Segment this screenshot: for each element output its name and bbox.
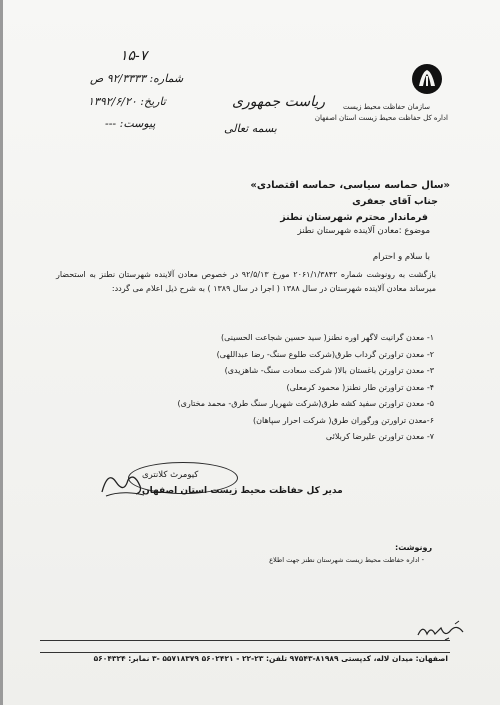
letter-date: تاریخ: ۱۳۹۲/۶/۲۰ bbox=[88, 95, 166, 108]
letter-subject: موضوع :معادن آلاینده شهرستان نطنز bbox=[297, 226, 430, 236]
cc-label: رونوشت: bbox=[395, 543, 433, 552]
handwritten-signature-icon bbox=[98, 462, 148, 502]
list-item: ۵- معدن تراورتن سفید کشه طرق(شرکت شهریار سنگ طرق- محمد مختاری) bbox=[177, 399, 434, 408]
greeting: با سلام و احترام bbox=[372, 252, 430, 262]
handwritten-note-icon bbox=[415, 620, 470, 642]
footer-address: اصفهان: میدان لاله، کدپستی ۸۱۹۸۹-۹۷۵۴۳ تلفن: ۲۳-۲۲ - ۵۶۰۲۴۲۱ ۵۵۷۱۸۳۷۹ -۳ نمابر: ۵۶۰۴۳۲۴ bbox=[93, 654, 448, 663]
list-item: ۶-معدن تراورتن ورگوران طرق( شرکت احرار سپاهان) bbox=[253, 415, 434, 425]
list-item: ۷- معدن تراورتن علیرضا کربلائی bbox=[325, 432, 434, 441]
cc-recipient: - اداره حفاظت محیط زیست شهرستان نطنز جهت اطلاع bbox=[269, 556, 424, 564]
body-paragraph: بازگشت به رونوشت شماره ۲۰۶۱/۱/۳۸۴۲ مورخ ۹۲/۵/۱۳ در خصوص معادن آلاینده شهرستان نطنز به استحضار میرساند معادن آلاینده شهرستان در سال ۱۳۸۸ ( اجرا در سال ۱۳۸۹ ) به شرح ذیل اعلام می گردد: bbox=[56, 270, 437, 293]
list-item: ۱- معدن گرانیت لاگهر اوره نطنز( سید حسین شجاعت الحسینی) bbox=[221, 333, 434, 342]
bismillah: بسمه تعالی bbox=[224, 122, 277, 135]
letter-number: شماره: ۹۲/۳۳۳۳ ص bbox=[90, 72, 184, 85]
recipient-title: فرماندار محترم شهرستان نطنز bbox=[280, 212, 428, 223]
mines-list bbox=[177, 330, 434, 446]
list-item: ۳- معدن تراورتن باغستان بالا( شرکت سعادت سنگ- شاهزیدی) bbox=[224, 366, 434, 375]
footer-divider-bottom bbox=[40, 652, 450, 653]
signatory-name: کیومرث کلانتری bbox=[142, 470, 199, 480]
signatory-title: مدیر کل حفاظت محیط زیست استان اصفهان bbox=[142, 486, 343, 496]
org-name-line2: اداره کل حفاظت محیط زیست استان اصفهان bbox=[314, 114, 448, 122]
org-name-line1: سازمان حفاظت محیط زیست bbox=[343, 103, 430, 111]
scan-edge bbox=[0, 0, 3, 705]
letter-attachment: پیوست: --- bbox=[105, 117, 156, 130]
organization-logo-icon bbox=[410, 62, 444, 96]
list-item: ۲- معدن تراورتن گرداب طرق(شرکت طلوع سنگ- رضا عبداللهی) bbox=[216, 349, 434, 359]
letter-heading: ریاست جمهوری bbox=[232, 94, 326, 110]
recipient-name: جناب آقای جعفری bbox=[352, 196, 438, 207]
footer-divider-top bbox=[40, 640, 450, 641]
top-number: ۱۵-۷ bbox=[120, 48, 148, 64]
list-item: ۴- معدن تراورتن طار نطنز( محمود کرمعلی) bbox=[286, 382, 434, 392]
year-slogan: «سال حماسه سیاسی، حماسه اقتصادی» bbox=[250, 180, 450, 191]
